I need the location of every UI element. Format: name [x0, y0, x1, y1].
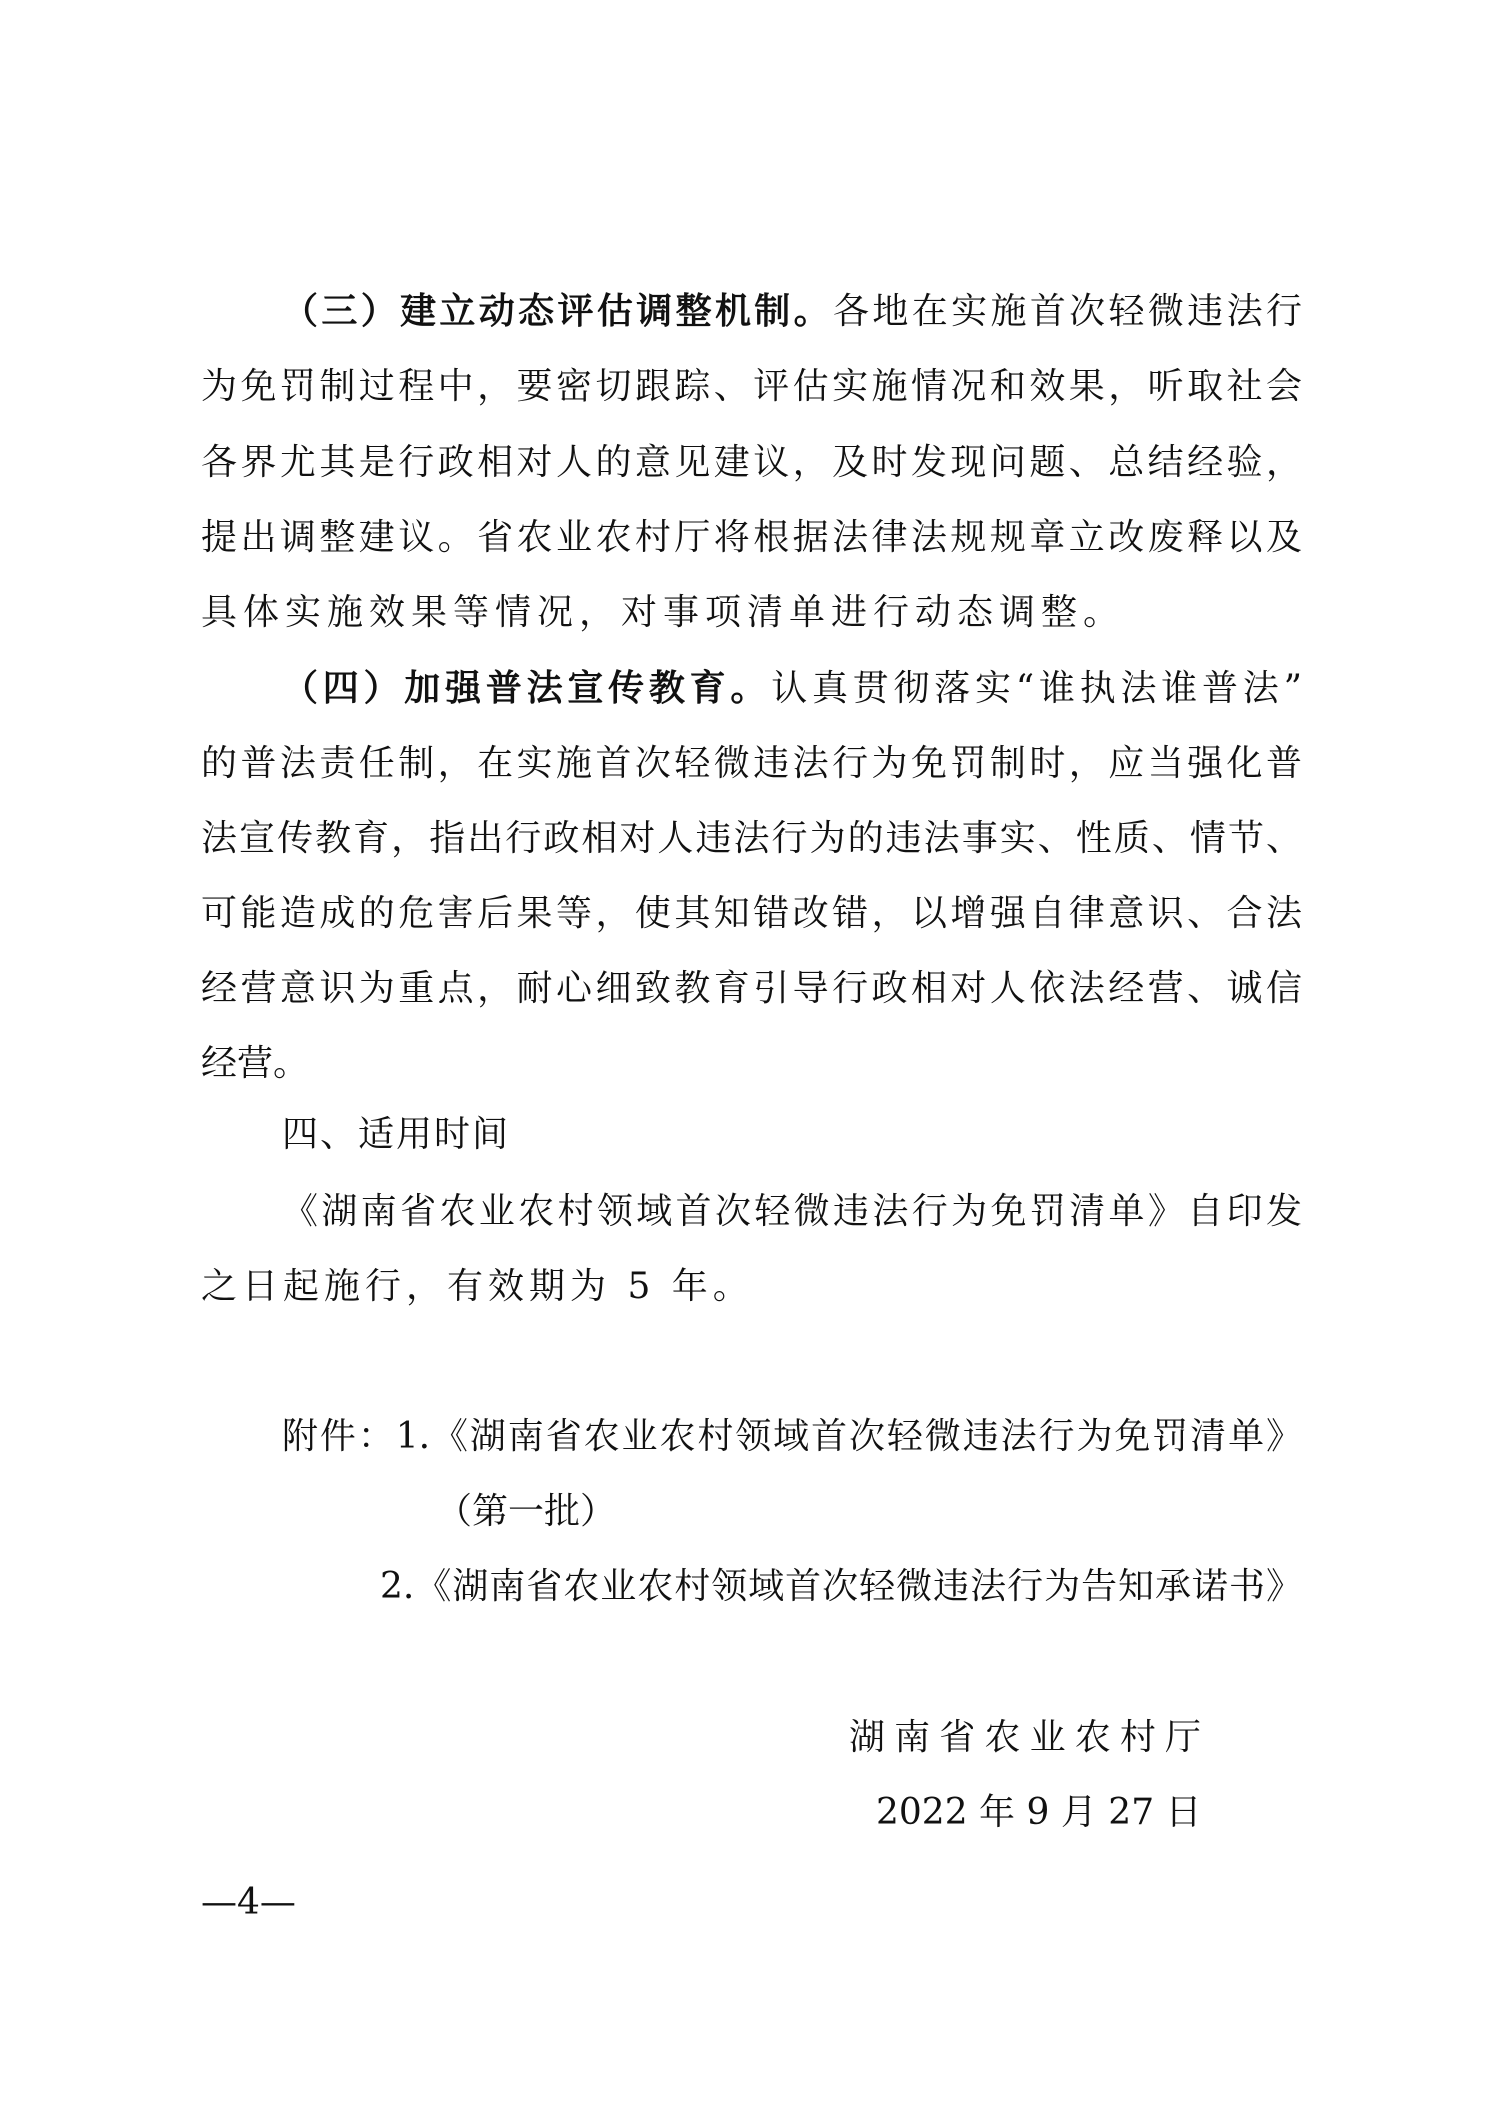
paragraph-line: 《湖南省农业农村领域首次轻微违法行为免罚清单》自印发	[282, 1191, 1302, 1232]
section-heading: （四）加强普法宣传教育。	[282, 667, 772, 709]
paragraph-line: 各界尤其是行政相对人的意见建议，及时发现问题、总结经验，	[201, 442, 1302, 483]
paragraph-line: 的普法责任制，在实施首次轻微违法行为免罚制时，应当强化普	[201, 743, 1302, 784]
signature-org: 湖南省农业农村厅	[849, 1717, 1201, 1758]
paragraph-line: 经营意识为重点，耐心细致教育引导行政相对人依法经营、诚信	[201, 968, 1302, 1009]
paragraph-line: 之日起施行，有效期为 5 年。	[201, 1266, 754, 1307]
paragraph-line: （三）建立动态评估调整机制。各地在实施首次轻微违法行	[282, 290, 1302, 332]
paragraph-line: 可能造成的危害后果等，使其知错改错，以增强自律意识、合法	[201, 893, 1302, 934]
paragraph-line: 经营。	[201, 1043, 310, 1084]
paragraph-line: 法宣传教育，指出行政相对人违法行为的违法事实、性质、情节、	[201, 818, 1302, 859]
section-heading: （三）建立动态评估调整机制。	[282, 290, 834, 332]
paragraph-line: 为免罚制过程中，要密切跟踪、评估实施情况和效果，听取社会	[201, 366, 1302, 407]
paragraph-line: （四）加强普法宣传教育。认真贯彻落实“谁执法谁普法”	[282, 667, 1302, 709]
attachment-item-2: 2.《湖南省农业农村领域首次轻微违法行为告知承诺书》	[380, 1566, 1302, 1607]
signature-date: 2022 年 9 月 27 日	[876, 1792, 1202, 1833]
attachment-item-1: 附件：1.《湖南省农业农村领域首次轻微违法行为免罚清单》	[282, 1416, 1302, 1457]
attachment-item-1-continuation: （第一批）	[436, 1491, 617, 1532]
paragraph-line: 提出调整建议。省农业农村厅将根据法律法规规章立改废释以及	[201, 517, 1302, 558]
attachment-label: 附件：	[282, 1416, 396, 1457]
page-number: —4—	[201, 1882, 296, 1923]
part-heading: 四、适用时间	[282, 1114, 511, 1155]
paragraph-line: 具体实施效果等情况，对事项清单进行动态调整。	[201, 592, 1126, 633]
